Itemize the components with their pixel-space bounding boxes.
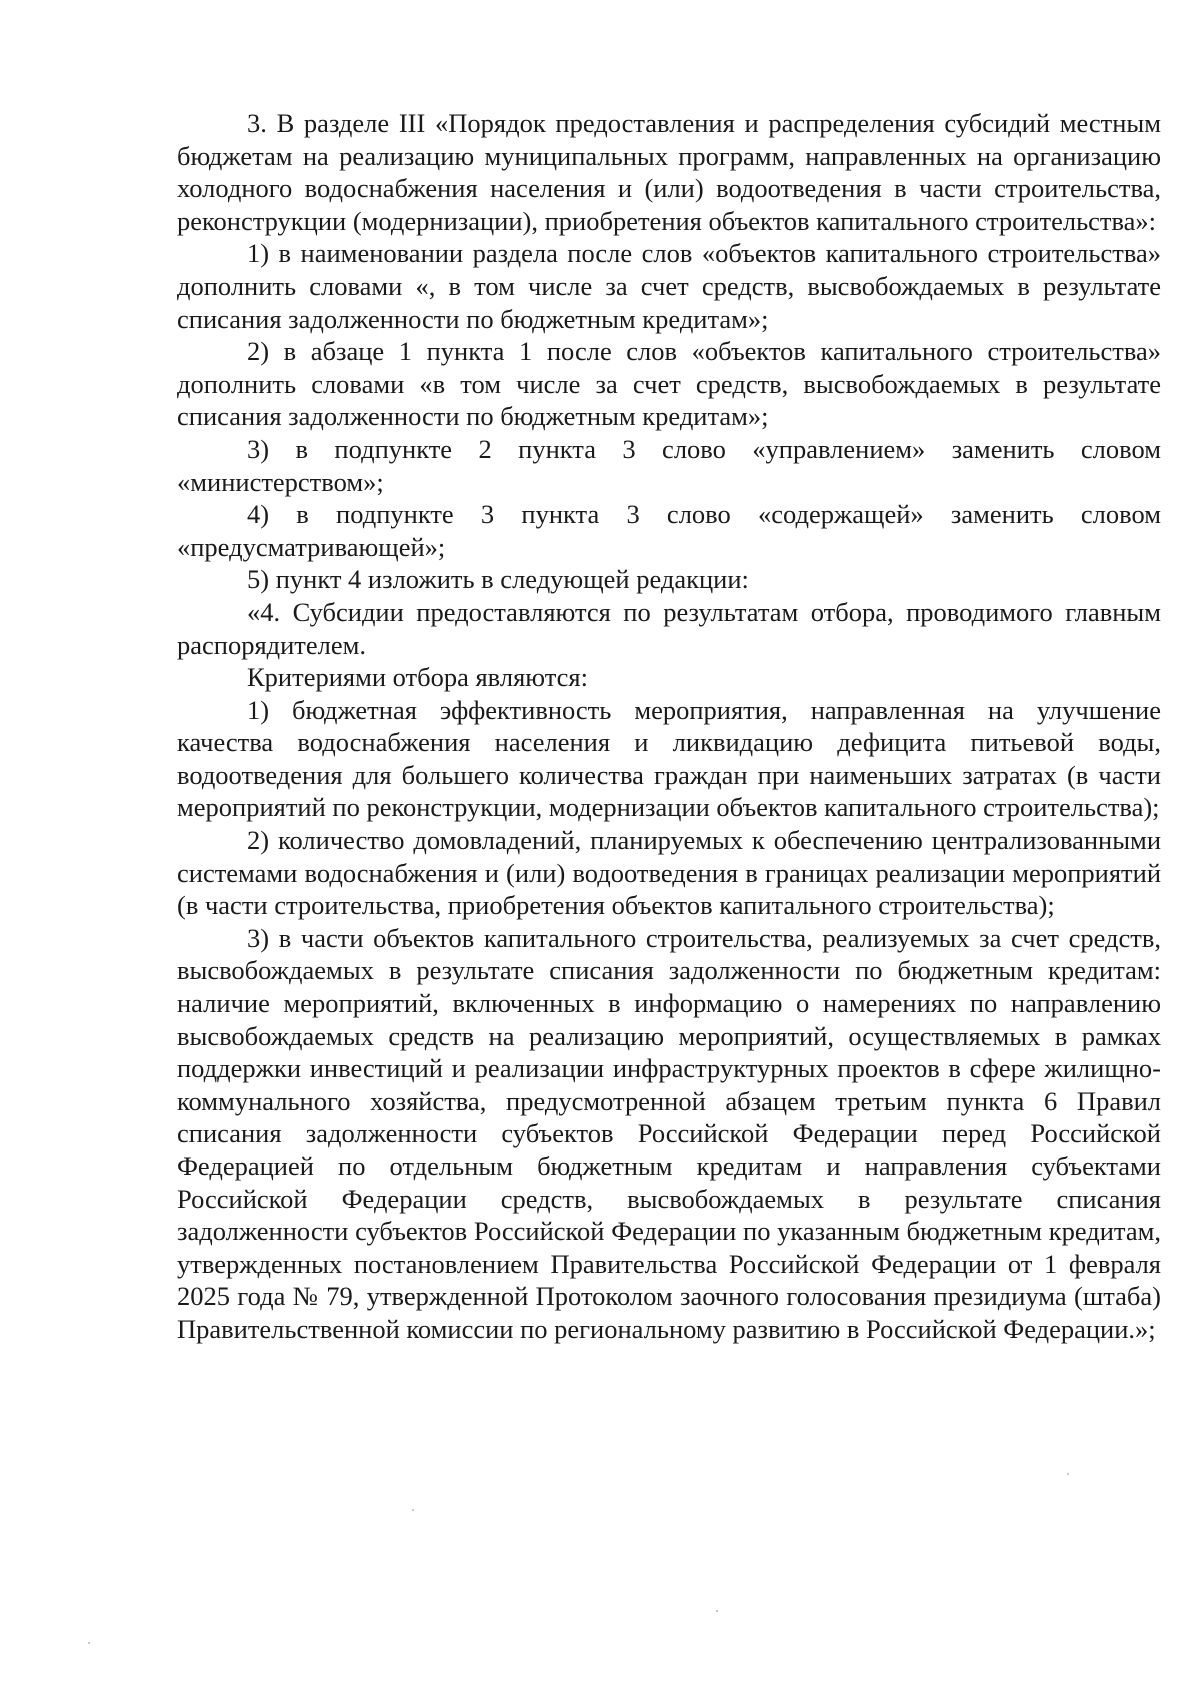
paragraph-criteria-heading: Критериями отбора являются: [247, 662, 588, 693]
scan-speck [716, 1610, 718, 1612]
paragraph-criterion-2: 2) количество домовладений, планируемых к обеспечению централизованными системами водоснабжения и (или) водоотведения в границах реализации мероприятий (в части строительства, приобретения объектов капитального строительства); [177, 825, 1161, 921]
paragraph-item-4: 4) в подпункте 3 пункта 3 слово «содержащей» заменить словом «предусматривающей»; [177, 499, 1161, 562]
scan-speck [88, 1642, 90, 1644]
scan-speck [412, 1509, 414, 1511]
paragraph-item-1: 1) в наименовании раздела после слов «объектов капитального строительства» дополнить словами «, в том числе за счет средств, высвобождаемых в результате списания задолженности по бюджетным кредитам»; [177, 238, 1161, 334]
scan-speck [1067, 1473, 1069, 1475]
paragraph-criterion-1: 1) бюджетная эффективность мероприятия, направленная на улучшение качества водоснабжения населения и ликвидацию дефицита питьевой воды, водоотведения для большего количества граждан при наименьших затратах (в части мероприятий по реконструкции, модернизации объектов капитального строительства); [177, 694, 1161, 823]
paragraph-item-5: 5) пункт 4 изложить в следующей редакции: [247, 564, 749, 595]
paragraph-point-4: «4. Субсидии предоставляются по результатам отбора, проводимого главным распорядителем. [177, 596, 1161, 660]
paragraph-criterion-3: 3) в части объектов капитального строительства, реализуемых за счет средств, высвобождаемых в результате списания задолженности по бюджетным кредитам: наличие мероприятий, включенных в информацию о намерениях по направлению высвобождаемых средств на реализацию мероприятий, осуществляемых в рамках поддержки инвестиций и реализации инфраструктурных проектов в сфере жилищно-коммунального хозяйства, предусмотренной абзацем третьим пункта 6 Правил списания задолженности субъектов Российской Федерации перед Российской Федерацией по отдельным бюджетным кредитам и направления субъектами Российской Федерации средств, высвобождаемых в результате списания задолженности субъектов Российской Федерации по указанным бюджетным кредитам, утвержденных постановлением Правительства Российской Федерации от 1 февраля 2025 года № 79, утвержденной Протоколом заочного голосования президиума (штаба) Правительственной комиссии по региональному развитию в Российской Федерации.»; [177, 922, 1161, 1344]
paragraph-item-2: 2) в абзаце 1 пункта 1 после слов «объектов капитального строительства» дополнить словами «в том числе за счет средств, высвобождаемых в результате списания задолженности по бюджетным кредитам»; [177, 336, 1161, 432]
document-body [177, 107, 1161, 1346]
paragraph-item-3: 3) в подпункте 2 пункта 3 слово «управлением» заменить словом «министерством»; [177, 433, 1161, 497]
paragraph-section-3: 3. В разделе III «Порядок предоставления и распределения субсидий местным бюджетам на реализацию муниципальных программ, направленных на организацию холодного водоснабжения населения и (или) водоотведения в части строительства, реконструкции (модернизации), приобретения объектов капитального строительства»: [177, 108, 1161, 236]
